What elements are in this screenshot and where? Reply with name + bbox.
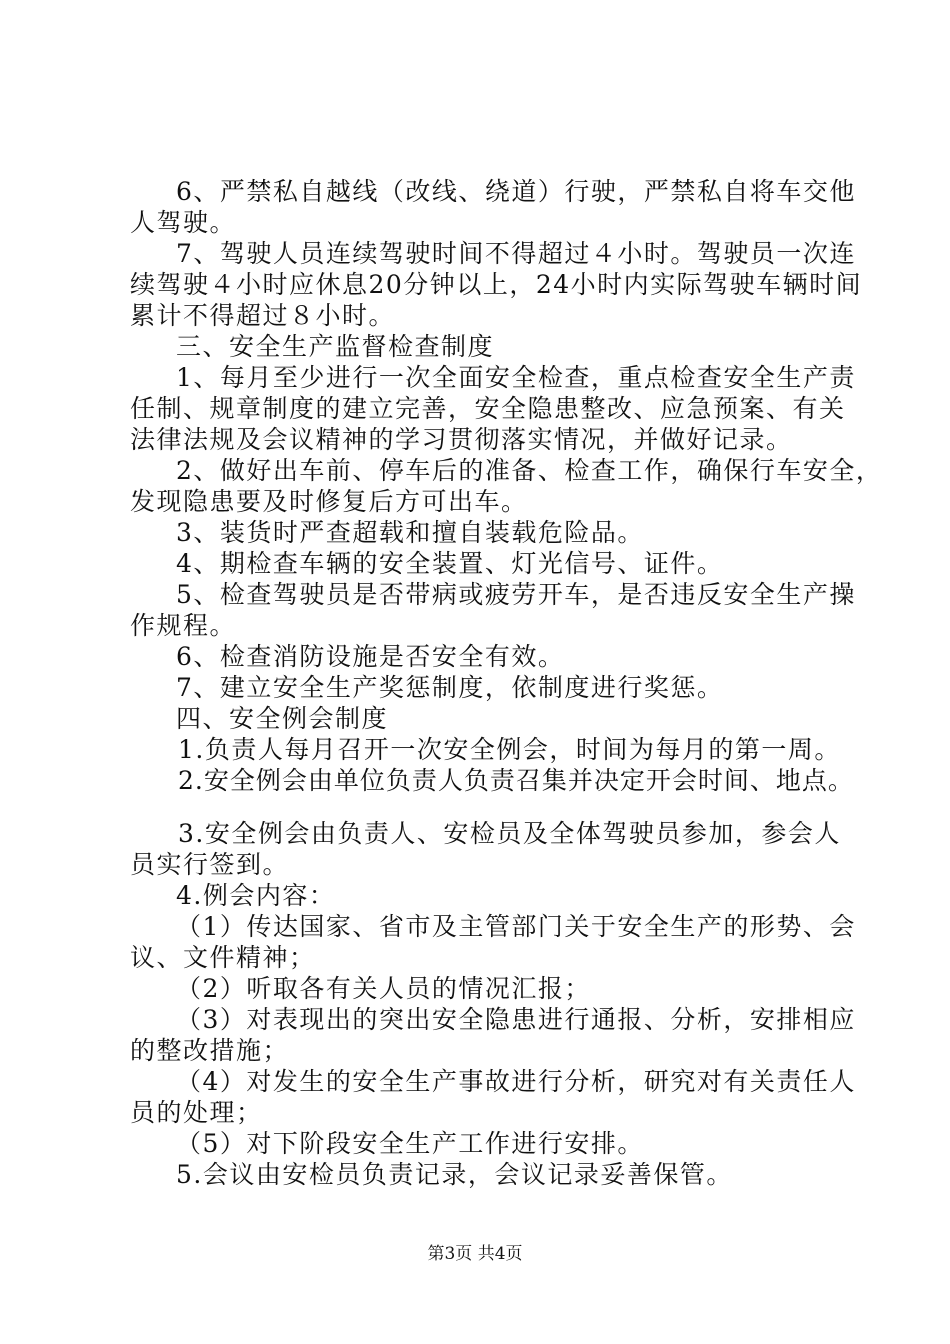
text-line: 4.例会内容： (176, 881, 336, 910)
text-line: 1.负责人每月召开一次安全例会，时间为每月的第一周。 (178, 735, 841, 764)
text-line: 法律法规及会议精神的学习贯彻落实情况，并做好记录。 (130, 425, 793, 454)
text-line: 5.会议由安检员负责记录，会议记录妥善保管。 (176, 1160, 733, 1189)
text-line: （3）对表现出的突出安全隐患进行通报、分析，安排相应 (176, 1005, 856, 1034)
text-line: 2、做好出车前、停车后的准备、检查工作，确保行车安全， (176, 456, 883, 485)
text-line: 的整改措施； (130, 1036, 290, 1065)
text-line: （5）对下阶段安全生产工作进行安排。 (176, 1129, 644, 1158)
text-line: 员的处理； (130, 1098, 263, 1127)
text-line: 议、文件精神； (130, 943, 316, 972)
text-line: 6、检查消防设施是否安全有效。 (176, 642, 565, 671)
text-line: 4、期检查车辆的安全装置、灯光信号、证件。 (176, 549, 724, 578)
text-line: 6、严禁私自越线（改线、绕道）行驶，严禁私自将车交他 (176, 177, 856, 206)
page-footer: 第3页 共4页 (427, 1244, 523, 1264)
section-heading: 四、安全例会制度 (176, 704, 389, 733)
section-heading: 三、安全生产监督检查制度 (176, 332, 495, 361)
text-line: 人驾驶。 (130, 208, 237, 237)
text-line: 作规程。 (130, 611, 237, 640)
text-line: 7、驾驶人员连续驾驶时间不得超过４小时。驾驶员一次连 (176, 239, 856, 268)
text-line: 累计不得超过８小时。 (130, 301, 396, 330)
text-line: （4）对发生的安全生产事故进行分析，研究对有关责任人 (176, 1067, 856, 1096)
text-line: 续驾驶４小时应休息20分钟以上，24小时内实际驾驶车辆时间 (130, 270, 863, 299)
text-line: 1、每月至少进行一次全面安全检查，重点检查安全生产责 (176, 363, 856, 392)
text-line: （2）听取各有关人员的情况汇报； (176, 974, 591, 1003)
text-line: 发现隐患要及时修复后方可出车。 (130, 487, 528, 516)
text-line: 5、检查驾驶员是否带病或疲劳开车，是否违反安全生产操 (176, 580, 856, 609)
text-line: 2.安全例会由单位负责人负责召集并决定开会时间、地点。 (178, 766, 854, 795)
text-line: 3、装货时严查超载和擅自装载危险品。 (176, 518, 644, 547)
text-line: 7、建立安全生产奖惩制度，依制度进行奖惩。 (176, 673, 724, 702)
text-line: 任制、规章制度的建立完善，安全隐患整改、应急预案、有关 (130, 394, 846, 423)
text-line: 员实行签到。 (130, 850, 290, 879)
text-line: 3.安全例会由负责人、安检员及全体驾驶员参加，参会人 (178, 819, 841, 848)
text-line: （1）传达国家、省市及主管部门关于安全生产的形势、会 (176, 912, 856, 941)
